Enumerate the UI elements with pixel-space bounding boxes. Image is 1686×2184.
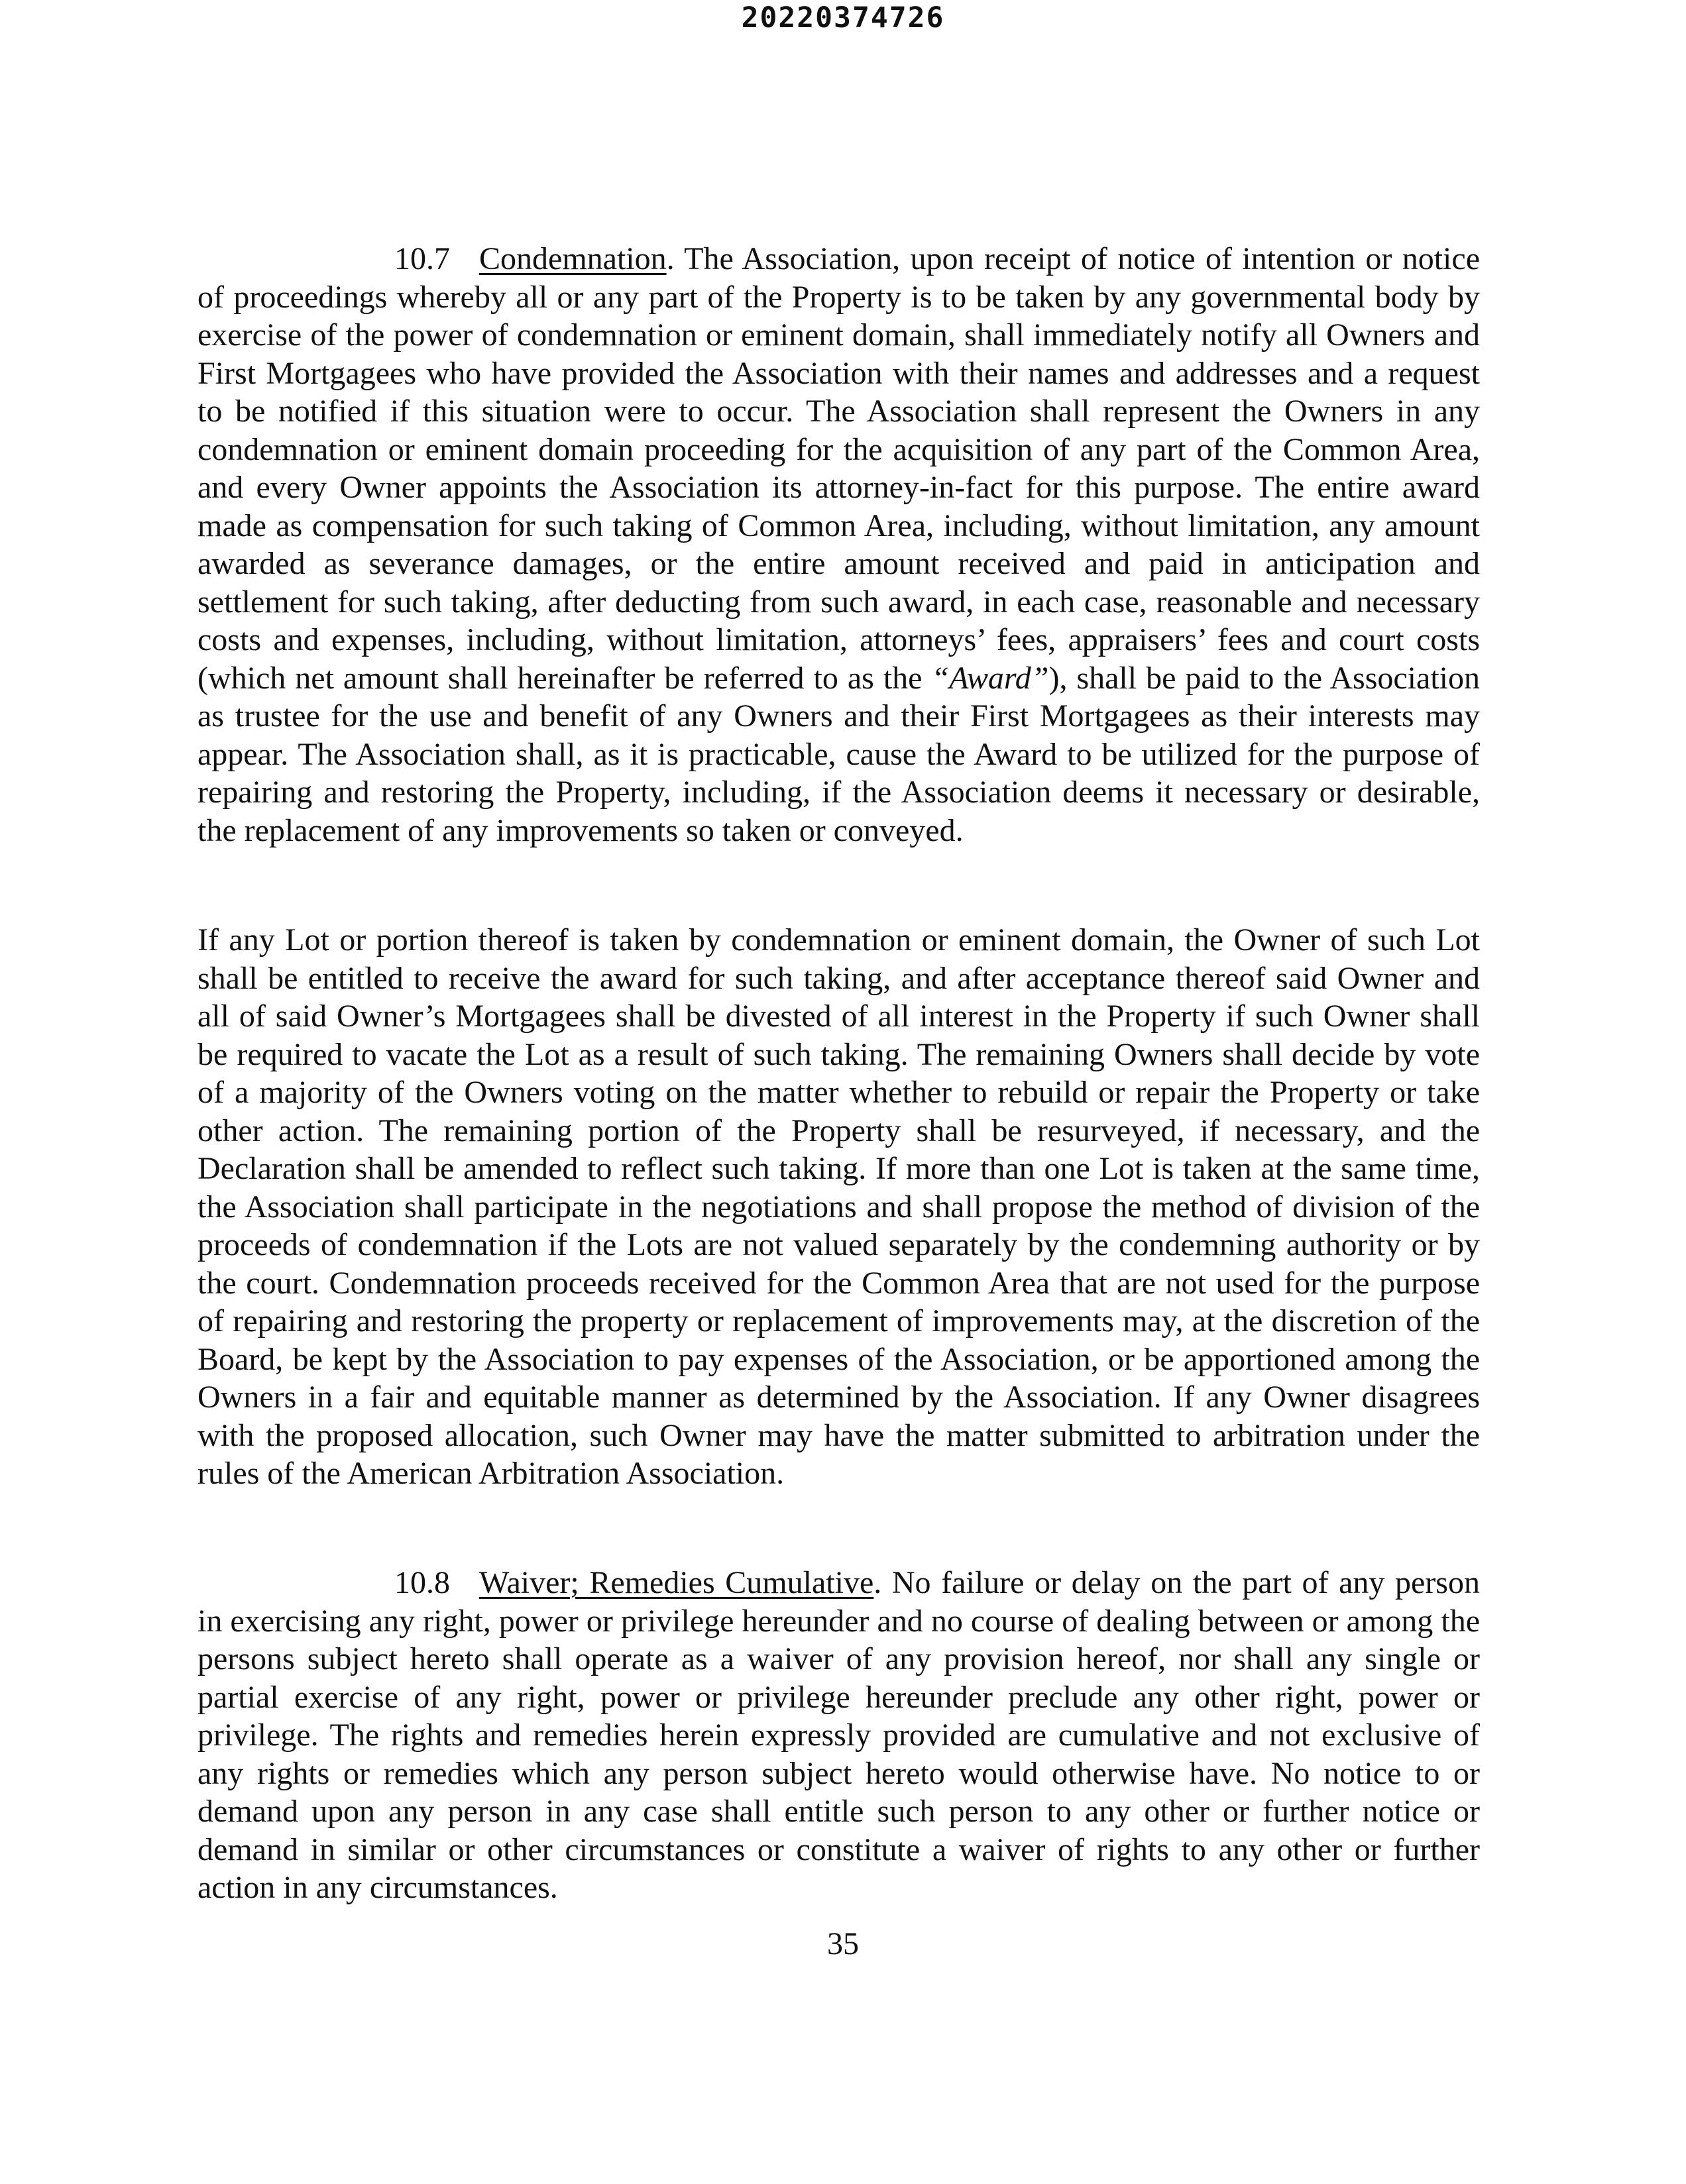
section-text-part-1: The Association, upon receipt of notice of intention or notice of proceedings whereby all or any part of the Property is to be taken by any governmental body by exercise of the power of condemnation or eminent domain, shall immediately notify all Owners and First Mortgagees who have provided the Association with their names and addresses and a request to be notified if this situation were to occur. The Association shall represent the Owners in any condemnation or eminent domain proceeding for the acquisition of any part of the Common Area, and every Owner appoints the Association its attorney-in-fact for this purpose. The entire award made as compensation for such taking of Common Area, including, without limitation, any amount awarded as severance damages, or the entire amount received and paid in anticipation and settlement for such taking, after deducting from such award, in each case, reasonable and necessary costs and expenses, including, without limitation, attorneys’ fees, appraisers’ fees and court costs (which net amount shall hereinafter be referred to as the <box>197 241 1480 696</box>
section-text-part-2: ), shall be paid to the Association as trustee for the use and benefit of any Owners and their First Mortgagees as their interests may appear. The Association shall, as it is practicable, cause the Award to be utilized for the purpose of repairing and restoring the Property, including, if the Association deems it necessary or desirable, the replacement of any improvements so taken or conveyed. <box>197 660 1480 848</box>
heading-punctuation: . <box>666 241 675 276</box>
section-text: No failure or delay on the part of any person in exercising any right, power or privilege hereunder and no course of dealing between or among the persons subject hereto shall operate as a waiver of any provision hereof, nor shall any single or partial exercise of any right, power or privilege hereunder preclude any other right, power or privilege. The rights and remedies herein expressly provided are cumulative and not exclusive of any rights or remedies which any person subject hereto would otherwise have. No notice to or demand upon any person in any case shall entitle such person to any other or further notice or demand in similar or other circumstances or constitute a waiver of rights to any other or further action in any circumstances. <box>197 1565 1480 1905</box>
section-number: 10.7 <box>394 241 450 276</box>
section-10-7-paragraph <box>197 240 1480 849</box>
defined-term-award: “Award” <box>931 660 1049 696</box>
paragraph-lot-condemnation <box>197 921 1480 1493</box>
section-number: 10.8 <box>394 1565 450 1600</box>
section-10-7 <box>197 240 1480 849</box>
paragraph-text: If any Lot or portion thereof is taken by condemnation or eminent domain, the Owner of such Lot shall be entitled to receive the award for such taking, and after acceptance thereof said Owner and all of said Owner’s Mortgagees shall be divested of all interest in the Property if such Owner shall be required to vacate the Lot as a result of such taking. The remaining Owners shall decide by vote of a majority of the Owners voting on the matter whether to rebuild or repair the Property or take other action. The remaining portion of the Property shall be resurveyed, if necessary, and the Declaration shall be amended to reflect such taking. If more than one Lot is taken at the same time, the Association shall participate in the negotiations and shall propose the method of division of the proceeds of condemnation if the Lots are not valued separately by the condemning authority or by the court. Condemnation proceeds received for the Common Area that are not used for the purpose of repairing and restoring the property or replacement of improvements may, at the discretion of the Board, be kept by the Association to pay expenses of the Association, or be apportioned among the Owners in a fair and equitable manner as determined by the Association. If any Owner disagrees with the proposed allocation, such Owner may have the matter submitted to arbitration under the rules of the American Arbitration Association. <box>197 922 1480 1491</box>
document-number: 20220374726 <box>741 1 945 34</box>
heading-punctuation: . <box>873 1565 882 1600</box>
section-heading: Waiver; Remedies Cumulative <box>479 1565 874 1600</box>
section-10-8-paragraph <box>197 1564 1480 1907</box>
section-10-8 <box>197 1564 1480 1907</box>
page-number: 35 <box>827 1926 859 1961</box>
section-heading: Condemnation <box>479 241 667 276</box>
